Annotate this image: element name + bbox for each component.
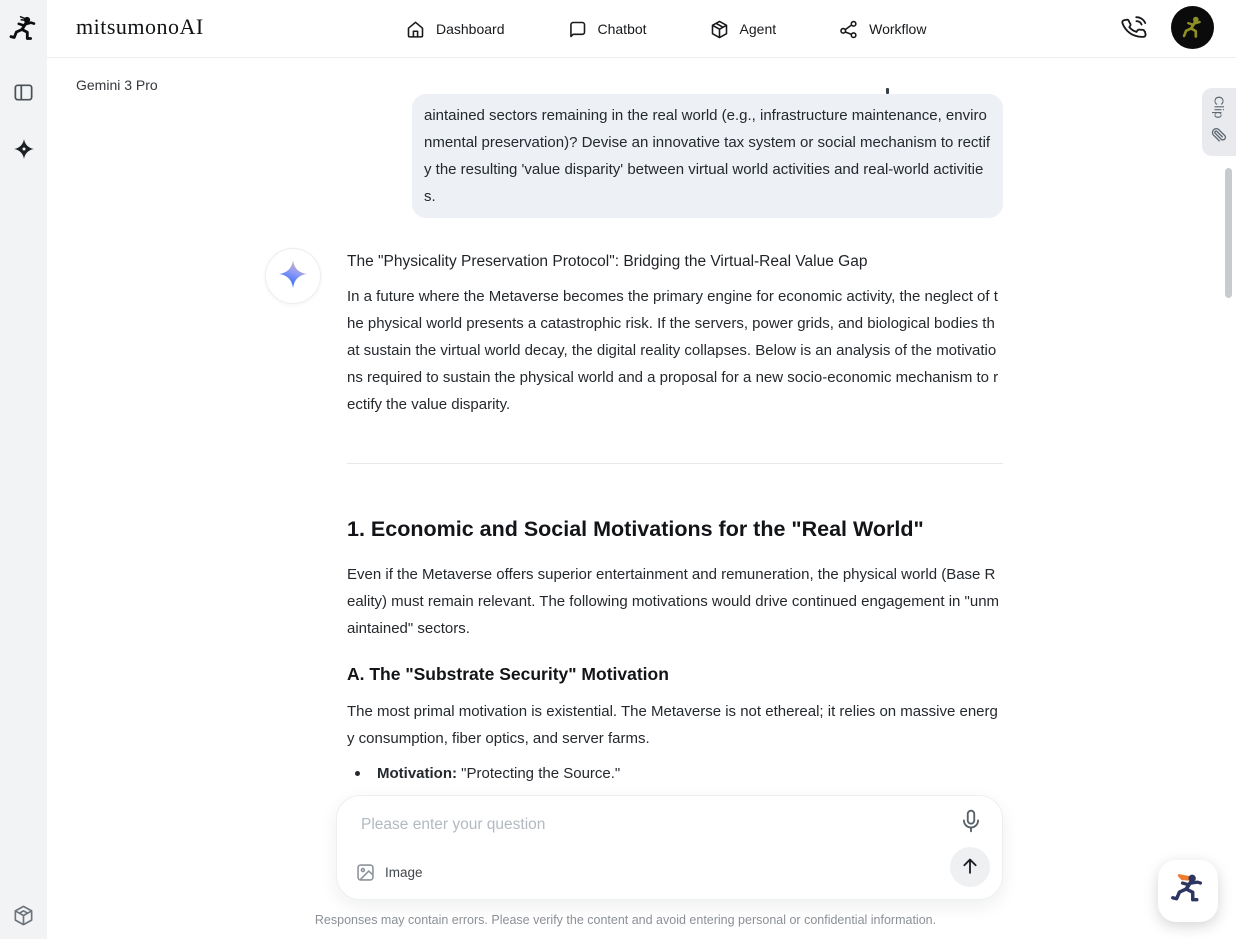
nav-chatbot[interactable] [567,19,647,40]
disclaimer-text: Responses may contain errors. Please verify the content and avoid entering personal or confidential information. [314,913,937,927]
chat-bubble-icon [567,19,588,40]
share-network-icon [838,19,859,40]
clip-tab[interactable] [1202,88,1236,156]
ninja-logo [0,13,47,47]
cube-icon [709,19,730,40]
gemini-star-icon [277,258,309,295]
section-body: Even if the Metaverse offers superior entertainment and remuneration, the physical world (Base Reality) must remain relevant. The following motivations would drive continued engagement in "unmaintained" sectors. [347,566,1000,637]
sandbox-icon[interactable] [0,904,47,927]
ninja-widget-icon [1169,870,1207,913]
image-icon [355,862,376,883]
chat-composer [336,795,1003,900]
assistant-avatar [265,248,321,304]
section-divider [347,463,1003,464]
answer-intro: In a future where the Metaverse becomes the primary engine for economic activity, the neglect of the physical world presents a catastrophic risk. If the servers, power grids, and biological bodies that sustain the virtual world decay, the digital reality collapses. Below is an analysis of the motivations required to sustain the physical world and a proposal for a new socio-economic mechanism to rectify the value disparity. [347,288,999,413]
phone-call-icon[interactable] [1122,16,1148,42]
paperclip-icon [1211,126,1228,148]
subsection-body: The most primal motivation is existential. The Metaverse is not ethereal; it relies on massive energy consumption, fiber optics, and server farms. [347,703,998,747]
model-label: Gemini 3 Pro [76,77,158,93]
bullet-text: "Protecting the Source." [457,765,621,782]
nav-workflow[interactable] [838,19,926,40]
image-upload-button[interactable] [355,862,423,883]
scrollbar-thumb[interactable] [1225,168,1232,298]
top-header [47,0,1236,58]
nav-label: Chatbot [597,21,647,37]
sparkle-icon[interactable] [0,137,47,161]
question-input[interactable] [361,812,941,838]
user-avatar[interactable] [1171,6,1214,49]
assistant-message [347,248,1003,787]
send-button[interactable] [950,847,990,887]
nav-dashboard[interactable] [405,19,505,40]
section-heading: 1. Economic and Social Motivations for the "Real World" [347,517,924,541]
subsection-heading: A. The "Substrate Security" Motivation [347,664,669,684]
left-sidebar [0,0,47,939]
arrow-up-icon [959,855,981,880]
home-icon [405,19,426,40]
clip-tab-label: Clip [1211,96,1227,119]
microphone-icon[interactable] [958,808,984,834]
bullet-label: Motivation: [377,765,457,782]
brand-logo-text[interactable]: mitsumonoAI [76,14,204,39]
nav-label: Workflow [869,21,927,37]
image-button-label: Image [385,865,423,880]
panel-toggle-icon[interactable] [0,81,47,104]
bullet-item [347,760,1003,787]
assistant-widget-button[interactable] [1158,860,1218,922]
answer-title: The "Physicality Preservation Protocol": Bridging the Virtual-Real Value Gap [347,253,868,270]
main-nav [405,0,926,58]
user-message-text: aintained sectors remaining in the real world (e.g., infrastructure maintenance, environmental preservation)? Devise an innovative tax system or social mechanism to rectify the resulting 'value disparity' between virtual world activities and real-world activities. [424,107,991,205]
bullet-dot [355,771,360,776]
nav-label: Dashboard [436,21,505,37]
nav-agent[interactable] [709,19,777,40]
nav-label: Agent [739,21,777,37]
user-message-bubble [412,94,1003,218]
